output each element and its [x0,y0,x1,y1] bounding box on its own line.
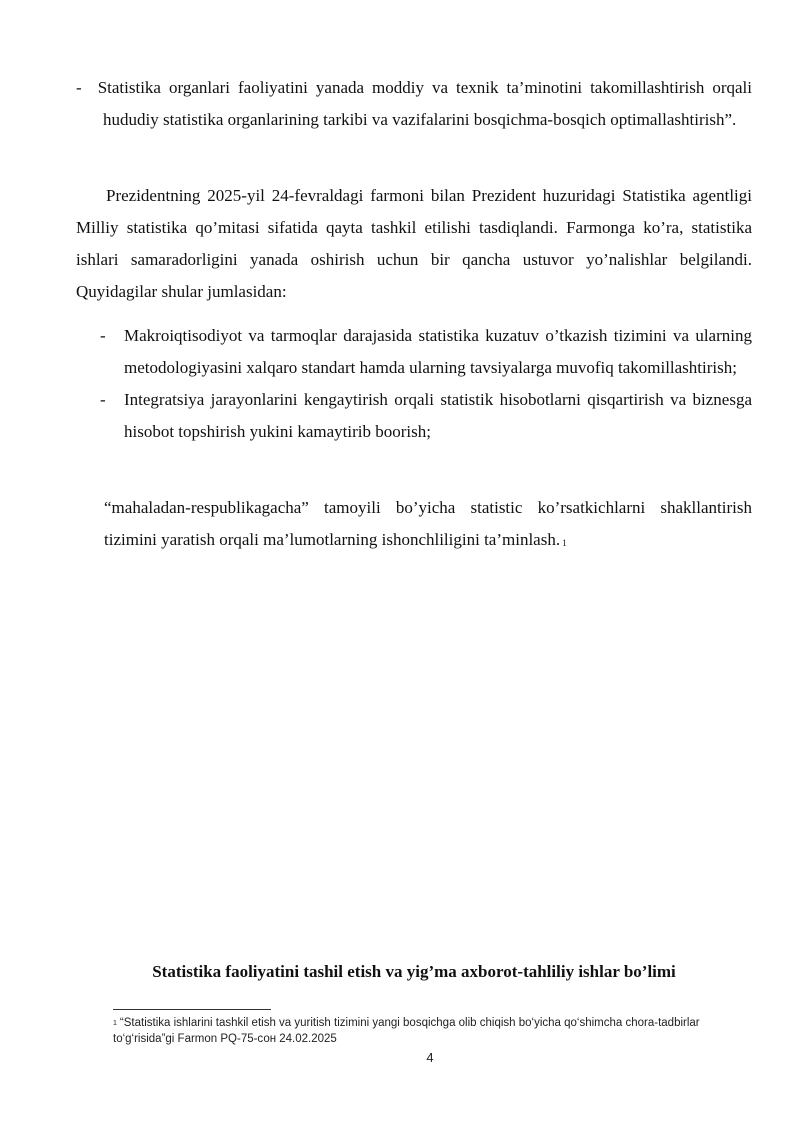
list-item-text: Makroiqtisodiyot va tarmoqlar darajasida statistika kuzatuv o’tkazish tizimini va ularning metodologiyasini xalqaro standart hamda ularning tavsiyalarga muvofiq takomillashtirish; [124,326,752,377]
list-item [100,320,752,384]
footnote-reference[interactable]: 1 [562,538,567,548]
list-item [100,384,752,448]
list-dash: - [100,390,106,409]
list-dash: - [100,326,106,345]
footnote-number: 1 [113,1020,117,1027]
paragraph-text: Prezidentning 2025-yil 24-fevraldagi farmoni bilan Prezident huzuridagi Statistika agentligi Milliy statistika qo’mitasi sifatida qayta tashkil etilishi tasdiqlandi. Farmonga ko’ra, statistika ishlari samaradorligini yanada oshirish uchun bir qancha ustuvor yo’nalishlar belgilandi. Quyidagilar shular jumlasidan: [76,186,752,301]
priority-list [100,320,752,448]
paragraph-continuation [76,72,752,136]
quote-text: “mahaladan-respublikagacha” tamoyili bo’yicha statistic ko’rsatkichlarni shakllantirish tizimini yaratish orqali ma’lumotlarning ishonchliligini ta’minlash. [104,498,752,549]
paragraph-decree [76,180,752,308]
paragraph-dash: - [76,78,82,97]
section-title: Statistika faoliyatini tashil etish va yig’ma axborot-tahliliy ishlar bo’limi [152,962,676,981]
paragraph-text: Statistika organlari faoliyatini yanada moddiy va texnik ta’minotini takomillashtirish orqali hududiy statistika organlarining tarkibi va vazifalarini bosqichma-bosqich optimallashtirish”. [97,78,752,129]
footnote-text: “Statistika ishlarini tashkil etish va yuritish tizimini yangi bosqichga olib chiqish bo‘yicha qo‘shimcha chora-tadbirlar to‘g‘risida”gi Farmon PQ-75-сон 24.02.2025 [113,1017,700,1045]
footnote [113,1015,713,1047]
list-item-text: Integratsiya jarayonlarini kengaytirish orqali statistik hisobotlarni qisqartirish va biznesga hisobot topshirish yukini kamaytirib boorish; [124,390,752,441]
page-number: 4 [426,1050,434,1065]
paragraph-quote [104,492,752,556]
footnote-separator [113,1009,271,1010]
